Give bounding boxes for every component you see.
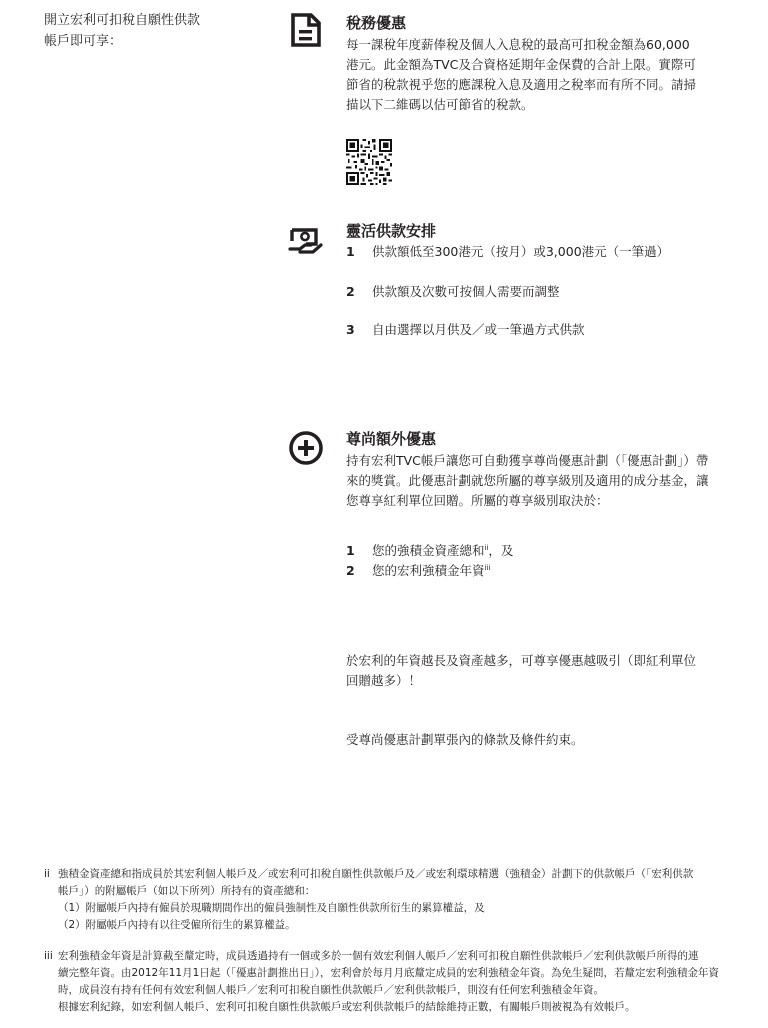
list-number: 1 (346, 543, 355, 558)
tax-line: 每一課稅年度薪俸稅及個人入息稅的最高可扣稅金額為60,000 (346, 37, 690, 52)
document-icon (288, 12, 324, 48)
tax-title: 稅務優惠 (346, 14, 407, 32)
tax-description (346, 35, 718, 115)
list-text-main: 您的強積金資產總和 (372, 543, 485, 558)
footnote-line: （1）附屬帳戶內持有僱員於現職期間作出的僱員強制性及自願性供款所衍生的累算權益，及 (58, 902, 485, 914)
list-number: 2 (346, 563, 355, 578)
tax-benefit-section (288, 12, 728, 192)
footnote-ref: iii (484, 563, 491, 572)
footnote-line: 帳戶」）的附屬帳戶（如以下所列）所持有的資產總和： (58, 885, 316, 897)
list-text (372, 541, 513, 561)
footnote-line: 宏利強積金年資是計算截至釐定時，成員透過持有一個或多於一個有效宏利個人帳戶／宏利可扣稅自願性供款帳戶／宏利供款帳戶所得的連 (58, 950, 699, 962)
tax-line: 港元。此金額為TVC及合資格延期年金保費的合計上限。實際可 (346, 57, 696, 72)
list-number: 3 (346, 322, 355, 337)
list-text: 供款額低至300港元（按月）或3,000港元（一筆過） (372, 244, 670, 259)
footnote-line: 時，成員沒有持有任何有效宏利個人帳戶／宏利可扣稅自願性供款帳戶／宏利供款帳戶，則沒有任何宏利強積金年資。 (58, 984, 604, 996)
premium-title: 尊尚額外優惠 (346, 430, 437, 448)
list-number: 1 (346, 244, 355, 259)
premium-line: 持有宏利TVC帳戶讓您可自動獲享尊尚優惠計劃（「優惠計劃」）帶 (346, 453, 709, 468)
terms-note: 受尊尚優惠計劃單張內的條款及條件約束。 (346, 732, 584, 747)
list-text-main: 您的宏利強積金年資 (372, 563, 485, 578)
list-text (372, 561, 490, 581)
footnote-ref: ii (484, 543, 489, 552)
premium-line: 來的獎賞。此優惠計劃就您所屬的尊享級別及適用的成分基金，讓 (346, 473, 709, 488)
list-text-after: ，及 (488, 543, 514, 558)
intro-text (44, 10, 224, 52)
premium-closing (346, 651, 696, 691)
footnote-ii (44, 866, 744, 936)
premium-line: 您尊享紅利單位回贈。所屬的尊享級別取決於： (346, 493, 609, 508)
footnote-iii (44, 948, 744, 1020)
closing-line: 回贈越多）！ (346, 673, 422, 688)
list-text: 供款額及次數可按個人需要而調整 (372, 284, 560, 299)
intro-line: 帳戶即可享： (44, 34, 123, 49)
intro-line: 開立宏利可扣稅自願性供款 (44, 13, 201, 28)
premium-benefit-section (288, 428, 728, 758)
hand-coin-icon (288, 221, 324, 257)
list-number: 2 (346, 284, 355, 299)
list-text: 自由選擇以月供及／或一筆過方式供款 (372, 322, 585, 337)
tax-line: 描以下二維碼以估可節省的稅款。 (346, 97, 534, 112)
premium-description (346, 451, 718, 511)
footnote-line: 強積金資產總和指成員於其宏利個人帳戶及／或宏利可扣稅自願性供款帳戶及／或宏利環球精選（強積金）計劃下的供款帳戶（「宏利供款 (58, 868, 694, 880)
flexible-contribution-section (288, 220, 728, 340)
closing-line: 於宏利的年資越長及資產越多，可尊享優惠越吸引（即紅利單位 (346, 653, 697, 668)
plus-circle-icon (288, 430, 324, 466)
qr-code-icon[interactable] (346, 139, 392, 185)
footnote-mark: iii (44, 950, 53, 962)
footnote-line: 根據宏利紀錄，如宏利個人帳戶、宏利可扣稅自願性供款帳戶或宏利供款帳戶的結餘維持正數，有關帳戶則被視為有效帳戶。 (58, 1001, 636, 1013)
footnote-line: （2）附屬帳戶內持有以往受僱所衍生的累算權益。 (58, 919, 296, 931)
flexible-title: 靈活供款安排 (346, 222, 437, 240)
footnote-mark: ii (44, 868, 50, 880)
tax-line: 節省的稅款視乎您的應課稅入息及適用之稅率而有所不同。請掃 (346, 77, 697, 92)
footnote-line: 續完整年資。由2012年11月1日起（「優惠計劃推出日」），宏利會於每月月底釐定成員的宏利強積金年資。為免生疑問，若釐定宏利強積金年資 (58, 967, 720, 979)
